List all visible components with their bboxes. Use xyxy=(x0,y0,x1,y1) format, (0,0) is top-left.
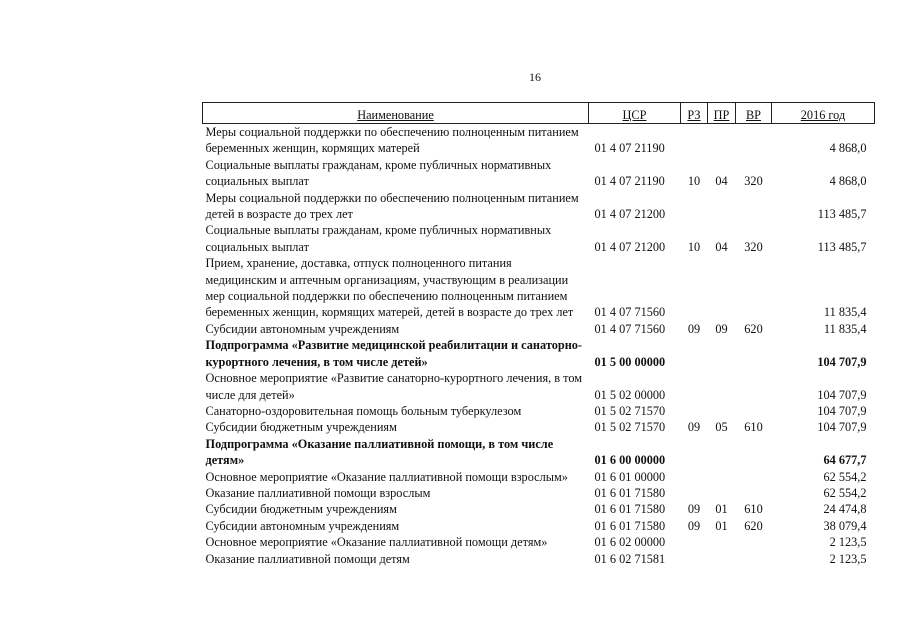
row-csr: 01 6 01 71580 xyxy=(594,502,666,517)
row-amount: 104 707,9 xyxy=(817,387,867,402)
row-rz xyxy=(681,403,708,419)
row-rz: 09 xyxy=(687,502,701,517)
row-pr: 04 xyxy=(715,174,728,189)
row-pr xyxy=(708,337,736,370)
row-pr: 04 xyxy=(715,239,728,254)
row-csr: 01 5 00 00000 xyxy=(594,354,666,369)
table-row xyxy=(203,222,875,255)
row-rz xyxy=(681,534,708,550)
row-vr xyxy=(736,124,772,157)
table-row xyxy=(203,337,875,370)
header-vr: ВР xyxy=(736,103,772,124)
row-vr xyxy=(736,534,772,550)
header-year: 2016 год xyxy=(772,103,875,124)
row-amount: 11 835,4 xyxy=(823,321,867,336)
row-rz: 09 xyxy=(687,518,701,533)
row-rz xyxy=(681,551,708,567)
row-vr: 620 xyxy=(744,518,763,533)
row-amount: 113 485,7 xyxy=(817,239,867,254)
row-rz xyxy=(681,485,708,501)
table-row xyxy=(203,157,875,190)
row-amount: 113 485,7 xyxy=(817,207,867,222)
row-csr: 01 4 07 21190 xyxy=(594,141,665,156)
row-name: Субсидии автономным учреждениям xyxy=(205,321,400,336)
row-vr xyxy=(736,469,772,485)
row-vr: 610 xyxy=(744,420,763,435)
row-csr: 01 6 01 00000 xyxy=(594,469,666,484)
row-vr xyxy=(736,551,772,567)
row-vr xyxy=(736,436,772,469)
row-csr: 01 5 02 71570 xyxy=(594,403,666,418)
row-csr: 01 4 07 21190 xyxy=(594,174,665,189)
header-name: Наименование xyxy=(203,103,589,124)
row-amount: 104 707,9 xyxy=(817,354,867,369)
header-rz: РЗ xyxy=(681,103,708,124)
table-row xyxy=(203,190,875,223)
row-rz: 10 xyxy=(687,239,701,254)
page-number: 16 xyxy=(529,70,541,84)
row-rz xyxy=(681,469,708,485)
row-rz: 09 xyxy=(687,321,701,336)
budget-table xyxy=(202,102,875,567)
row-vr xyxy=(736,337,772,370)
row-csr: 01 4 07 21200 xyxy=(594,207,666,222)
row-csr: 01 4 07 71560 xyxy=(594,321,666,336)
table-row xyxy=(203,403,875,419)
table-row xyxy=(203,518,875,534)
row-csr: 01 5 02 71570 xyxy=(594,420,666,435)
row-pr xyxy=(708,485,736,501)
row-vr: 320 xyxy=(744,239,763,254)
header-csr: ЦСР xyxy=(589,103,681,124)
row-name: Основное мероприятие «Оказание паллиативной помощи взрослым» xyxy=(205,469,568,484)
table-row xyxy=(203,419,875,435)
row-pr xyxy=(708,190,736,223)
row-amount: 4 868,0 xyxy=(829,174,867,189)
row-rz: 09 xyxy=(687,420,701,435)
row-pr: 01 xyxy=(715,502,728,517)
row-name: Меры социальной поддержки по обеспечению полноценным питанием детей в возрасте до трех лет xyxy=(205,190,579,222)
row-name: Прием, хранение, доставка, отпуск полноценного питания медицинским и аптечным организациям, участвующим в реализации мер социальной поддержки по обеспечению полноценным питанием беременных женщин, кормящих матерей, детей в возрасте до трех лет xyxy=(205,256,574,320)
row-name: Основное мероприятие «Оказание паллиативной помощи детям» xyxy=(205,535,548,550)
table-row xyxy=(203,255,875,321)
row-pr xyxy=(708,370,736,403)
row-csr: 01 6 00 00000 xyxy=(594,453,666,468)
row-amount: 104 707,9 xyxy=(817,420,867,435)
row-pr xyxy=(708,124,736,157)
row-vr: 620 xyxy=(744,321,763,336)
row-rz xyxy=(681,190,708,223)
row-name: Подпрограмма «Оказание паллиативной помощи, в том числе детям» xyxy=(205,436,554,468)
row-name: Субсидии автономным учреждениям xyxy=(205,518,400,533)
row-amount: 2 123,5 xyxy=(829,535,867,550)
row-amount: 2 123,5 xyxy=(829,551,867,566)
row-pr xyxy=(708,255,736,321)
row-pr xyxy=(708,469,736,485)
table-body xyxy=(203,124,875,567)
row-amount: 62 554,2 xyxy=(823,469,867,484)
row-name: Основное мероприятие «Развитие санаторно-курортного лечения, в том числе для детей» xyxy=(205,371,583,402)
row-amount: 11 835,4 xyxy=(823,305,867,320)
row-vr: 320 xyxy=(744,174,763,189)
row-amount: 104 707,9 xyxy=(817,403,867,418)
row-pr: 09 xyxy=(715,321,728,336)
table-row xyxy=(203,551,875,567)
row-csr: 01 6 02 71581 xyxy=(594,551,666,566)
table-row xyxy=(203,534,875,550)
table-row xyxy=(203,485,875,501)
row-amount: 38 079,4 xyxy=(823,518,867,533)
row-vr xyxy=(736,403,772,419)
row-pr: 05 xyxy=(715,420,728,435)
row-csr: 01 4 07 21200 xyxy=(594,239,666,254)
table-header-row xyxy=(203,103,875,124)
row-rz: 10 xyxy=(687,174,701,189)
row-csr: 01 6 01 71580 xyxy=(594,518,666,533)
row-csr: 01 5 02 00000 xyxy=(594,387,666,402)
row-name: Субсидии бюджетным учреждениям xyxy=(205,420,397,435)
row-name: Социальные выплаты гражданам, кроме публичных нормативных социальных выплат xyxy=(205,157,552,189)
row-csr: 01 6 01 71580 xyxy=(594,485,666,500)
table-row xyxy=(203,370,875,403)
row-amount: 62 554,2 xyxy=(823,485,867,500)
row-pr: 01 xyxy=(715,518,728,533)
row-rz xyxy=(681,370,708,403)
row-csr: 01 6 02 00000 xyxy=(594,535,666,550)
table-row xyxy=(203,124,875,157)
table-row xyxy=(203,321,875,337)
row-pr xyxy=(708,436,736,469)
row-name: Подпрограмма «Развитие медицинской реабилитации и санаторно-курортного лечения, в том числе детей» xyxy=(205,338,583,369)
row-name: Санаторно-оздоровительная помощь больным туберкулезом xyxy=(205,403,522,418)
row-amount: 24 474,8 xyxy=(823,502,867,517)
row-csr: 01 4 07 71560 xyxy=(594,305,666,320)
row-pr xyxy=(708,534,736,550)
row-rz xyxy=(681,436,708,469)
row-vr: 610 xyxy=(744,502,763,517)
row-pr xyxy=(708,551,736,567)
header-pr: ПР xyxy=(708,103,736,124)
table-row xyxy=(203,501,875,517)
row-vr xyxy=(736,485,772,501)
row-amount: 64 677,7 xyxy=(823,453,867,468)
row-rz xyxy=(681,337,708,370)
row-rz xyxy=(681,124,708,157)
table-row xyxy=(203,469,875,485)
row-pr xyxy=(708,403,736,419)
row-rz xyxy=(681,255,708,321)
table-row xyxy=(203,436,875,469)
row-name: Меры социальной поддержки по обеспечению полноценным питанием беременных женщин, кормящих матерей xyxy=(205,125,579,156)
row-vr xyxy=(736,370,772,403)
row-name: Оказание паллиативной помощи взрослым xyxy=(205,485,431,500)
row-vr xyxy=(736,255,772,321)
row-name: Субсидии бюджетным учреждениям xyxy=(205,502,397,517)
row-name: Социальные выплаты гражданам, кроме публичных нормативных социальных выплат xyxy=(205,223,552,254)
row-name: Оказание паллиативной помощи детям xyxy=(205,551,410,566)
row-amount: 4 868,0 xyxy=(829,141,867,156)
row-vr xyxy=(736,190,772,223)
